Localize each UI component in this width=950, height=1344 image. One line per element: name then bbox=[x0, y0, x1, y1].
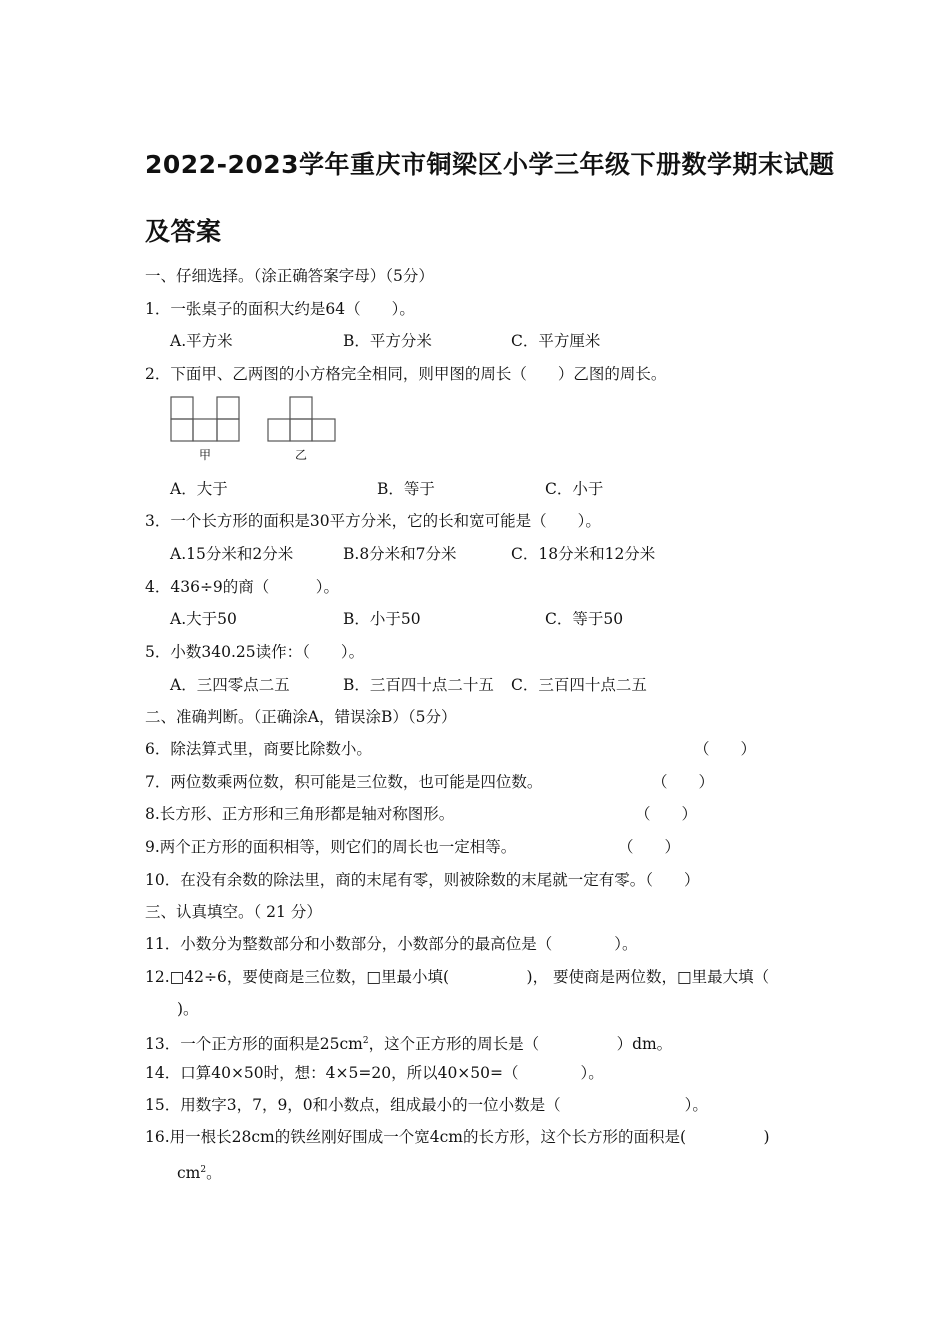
q4-option-b: B．小于50 bbox=[343, 610, 421, 628]
figure-jia bbox=[168, 395, 244, 443]
q5-option-a: A．三四零点二五 bbox=[170, 676, 290, 694]
q6-answer-paren: （ ） bbox=[694, 740, 757, 758]
question-10: 10．在没有余数的除法里，商的末尾有零，则被除数的末尾就一定有零。（ ） bbox=[145, 871, 700, 889]
question-9: 9.两个正方形的面积相等，则它们的周长也一定相等。 bbox=[145, 838, 517, 856]
q8-answer-paren: （ ） bbox=[635, 805, 698, 823]
question-12: 12.□42÷6，要使商是三位数，□里最小填( )， 要使商是两位数，□里最大填（ bbox=[145, 968, 770, 986]
page-title-cont: 及答案 bbox=[145, 217, 222, 246]
q16-unit: cm bbox=[177, 1164, 201, 1183]
q1-option-c: C．平方厘米 bbox=[511, 332, 601, 350]
q7-answer-paren: （ ） bbox=[652, 773, 715, 791]
q3-option-b: B.8分米和7分米 bbox=[343, 545, 457, 563]
q3-option-c: C．18分米和12分米 bbox=[511, 545, 656, 563]
q13-pre: 13．一个正方形的面积是25cm bbox=[145, 1035, 363, 1054]
question-16: 16.用一根长28cm的铁丝刚好围成一个宽4cm的长方形，这个长方形的面积是( ) bbox=[145, 1128, 770, 1146]
figure-jia-label: 甲 bbox=[199, 448, 212, 462]
question-2: 2．下面甲、乙两图的小方格完全相同，则甲图的周长（ ）乙图的周长。 bbox=[145, 365, 667, 383]
q16-end: 。 bbox=[206, 1164, 222, 1183]
q5-option-b: B．三百四十点二十五 bbox=[343, 676, 494, 694]
q13-post: ，这个正方形的周长是（ ）dm。 bbox=[368, 1035, 673, 1054]
section-3-heading: 三、认真填空。（ 21 分） bbox=[145, 903, 322, 921]
q1-option-b: B．平方分米 bbox=[343, 332, 432, 350]
q2-option-c: C．小于 bbox=[545, 480, 604, 498]
question-6: 6．除法算式里，商要比除数小。 bbox=[145, 740, 372, 758]
section-1-heading: 一、仔细选择。（涂正确答案字母）（5分） bbox=[145, 267, 434, 285]
q5-option-c: C．三百四十点二五 bbox=[511, 676, 647, 694]
question-16-cont bbox=[177, 1160, 222, 1183]
q2-option-a: A．大于 bbox=[170, 480, 228, 498]
page-title: 2022-2023学年重庆市铜梁区小学三年级下册数学期末试题 bbox=[145, 150, 835, 179]
question-15: 15．用数字3，7，9，0和小数点，组成最小的一位小数是（ ）。 bbox=[145, 1096, 708, 1114]
question-8: 8.长方形、正方形和三角形都是轴对称图形。 bbox=[145, 805, 455, 823]
figure-yi-label: 乙 bbox=[295, 448, 308, 462]
question-12-cont: )。 bbox=[177, 1000, 199, 1018]
section-2-heading: 二、准确判断。（正确涂A，错误涂B）（5分） bbox=[145, 708, 457, 726]
question-11: 11．小数分为整数部分和小数部分，小数部分的最高位是（ ）。 bbox=[145, 935, 638, 953]
q9-answer-paren: （ ） bbox=[618, 838, 681, 856]
figure-yi bbox=[265, 395, 341, 443]
question-14: 14．口算40×50时，想：4×5=20，所以40×50=（ ）。 bbox=[145, 1064, 604, 1082]
q3-option-a: A.15分米和2分米 bbox=[170, 545, 294, 563]
q16-sup: 2 bbox=[200, 1165, 207, 1175]
question-3: 3．一个长方形的面积是30平方分米，它的长和宽可能是（ ）。 bbox=[145, 512, 601, 530]
question-5: 5．小数340.25读作：（ ）。 bbox=[145, 643, 365, 661]
question-4: 4．436÷9的商（ ）。 bbox=[145, 578, 340, 596]
question-7: 7．两位数乘两位数，积可能是三位数，也可能是四位数。 bbox=[145, 773, 543, 791]
q4-option-a: A.大于50 bbox=[170, 610, 237, 628]
q4-option-c: C．等于50 bbox=[545, 610, 624, 628]
question-1: 1．一张桌子的面积大约是64（ ）。 bbox=[145, 300, 415, 318]
question-13 bbox=[145, 1031, 672, 1054]
q13-sup: 2 bbox=[362, 1036, 369, 1046]
q1-option-a: A.平方米 bbox=[170, 332, 233, 350]
q2-option-b: B．等于 bbox=[377, 480, 435, 498]
